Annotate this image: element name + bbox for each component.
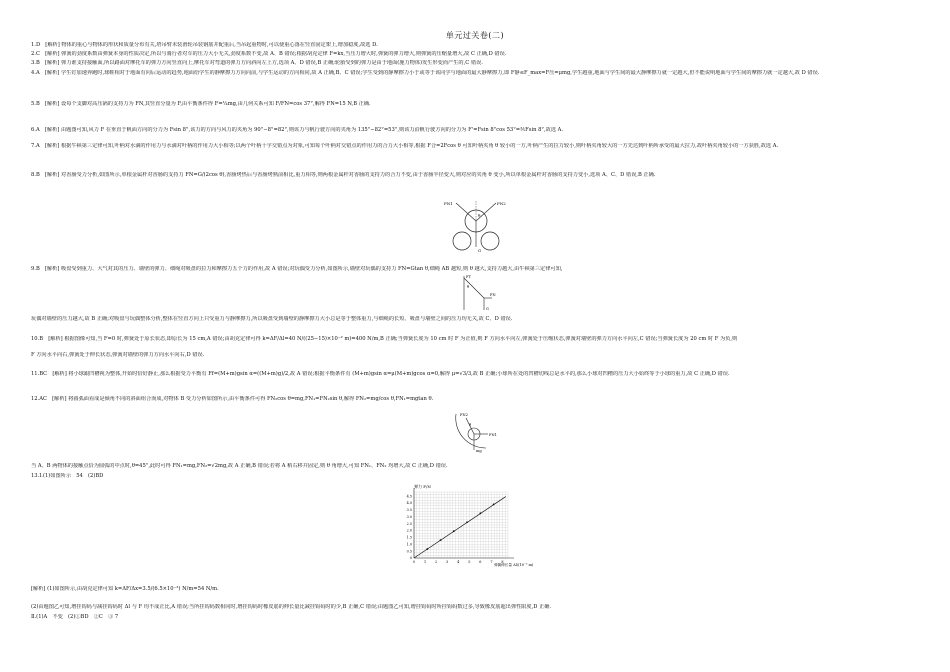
data-point [426,548,428,550]
x-tick-label: 3 [446,560,449,564]
answer-13-analysis: [解析] (1)如图所示,由胡克定律可知 k=ΔF/Δx=3.5/(6.5×10⁻²) N/m=54 N/m. [31,586,219,592]
y-tick-label: 0.5 [406,549,412,554]
y-tick-label: 2.0 [406,528,412,533]
data-point [493,503,495,505]
fig9-label-fn: FN [490,293,496,297]
answer-12-cont: 当 A、B 两物体的接触点恰为圆弧的中点时,θ=45°,此时可得 FN₁=mg,FN₂=√2mg,故 A 正确,B 错误;若将 A 稍右移并固定,则 θ 角增大,可知 FN₁、FN₂ 均增大,故 C 正确,D 错误. [31,463,448,469]
answer-7: 7.A [解析] 根据牛顿第三定律可知,叶柄对水滴的作用力与水滴对叶柄的作用力大小相等;以两个叶柄十字交错点为对象,可知每个叶柄对交错点的作用力的合力大小相等,根据 F合=2Fcos θ 可知叶柄夹角 θ 较小的一方,叶柄产生的拉力较小,则叶柄夹角较大的一方先达到叶柄所承受的最大拉力,故叶柄夹角较小的一方获胜,故选 A. [31,143,779,149]
arc-surface [456,414,486,448]
fn2-arrow [476,203,496,221]
answer-1: 1.D [解析] 物体的重心与物体的形状和质量分布有关,塔吊臂未装滑轮吊装钢筋并配重后,当吊起重物时,可以使重心落在竖直固定架上,增加稳度,故选 D. [31,42,378,48]
answer-13-part-ii: Ⅱ.(1)A 不变 (2)①BD ②C ③ 7 [31,614,119,620]
fig12-label-fn2: FN2 [460,413,468,417]
fig8-label-theta: θ [478,213,481,218]
answer-10: 10.B [解析] 根据图像可知,当 F=0 时,弹簧处于原长状态,即原长为 15 cm,A 错误;由胡克定律可得 k=ΔF/Δl=40 N/((25−15)×10⁻² m)=400 N/m,B 正确;当弹簧长度为 10 cm 时 F 为正值,则 F 方向水平向左,弹簧处于压缩状态,弹簧对墙壁的弹力方向水平向左,C 错误;当弹簧长度为 20 cm 时 F 为负,则 [31,336,738,342]
answer-3: 3.B [解析] 弹力谁支持接触面,所以路面对摩托车的弹力方向竖直向上,摩托车对弯道的弹力方向斜向左上方,选项 A、D 错误,B 正确;轮胎受到的弹力是由于地面(施力物体)发生形变而产生的,C 错误. [31,60,483,66]
answer-8: 8.B [解析] 对香肠受力分析,如图所示,单根金属杆对香肠的支持力 FN=G/(2cos θ),香肠烤热后与香肠烤熟前相比,重力相等,则两根金属杆对香肠的支持力的合力不变,由于香肠半径变大,则对应的夹角 θ 变小,所以单根金属杆对香肠的支持力变小,选项 A、C、D 错误,B 正确. [31,172,656,178]
y-tick-label: 4.5 [406,494,412,499]
page-title: 单元过关卷(二) [445,31,505,40]
sausage-force-diagram [440,197,512,265]
fig9-label-theta: θ [467,285,470,289]
chart-y-axis-label: 弹力 F/N [414,484,431,489]
fn1-arrow [456,203,476,221]
data-point [440,539,442,541]
answer-13-part2: (2)由题图乙可知,增挂钩码与减挂钩码时 Δl 与 F 均不成正比,A 错误;当所挂钩码数相同时,增挂钩码时橡皮筋的伸长量比减挂钩码时的少,B 正确,C 错误;由题图乙可知,增挂钩码时所挂钩码数过多,导致橡皮筋超出弹性限度,D 正确. [31,604,552,610]
rod-left-circle [453,232,471,250]
fig9-label-ft: FT [466,275,471,279]
y-tick-label: 4.0 [406,501,412,506]
chart-grid [414,492,508,558]
x-tick-label: 1 [423,560,427,564]
x-tick-label: 6 [479,560,482,564]
y-tick-label: 3.0 [406,514,412,519]
y-tick-label: 3.5 [406,508,412,513]
data-point [479,512,481,514]
answer-11: 11.BC [解析] 将小球跟凹槽视为整体,开始时恰好静止,那么根据受力平衡有 Ff=(M+m)gsin α=((M+m)g)/2,故 A 错误;根据平衡条件有 (M+m)gsin α=μ(M+m)gcos α=0,解得 μ=√3/3,故 B 正确;小球所在处的凹槽切线总是水平的,那么小球对凹槽的压力大小始终等于小球的重力,故 C 正确,D 错误. [31,371,730,377]
fig8-label-fn2: FN2 [497,201,506,206]
x-tick-label: 0 [412,560,416,564]
y-tick-label: 1.0 [406,542,412,547]
answer-5: 5.B [解析] 设每个支脚对高压锅的支持力为 FN,其竖直分量为 F,由平衡条件得 F=¼mg,由几何关系可知 F/FN=cos 37°,解得 FN=15 N,B 正确. [31,101,371,107]
answer-4: 4.A [解析] 学生钉加速奔跑时,球鞋相对于地面有向后运动的趋势,地面给学生的静摩擦力方向向前,与学生运动的方向相同,故 A 正确,B、C 错误;学生受到的静摩擦力小于或等于该同学与地面的最大静摩擦力,即 F静≤F_max=F压=μmg,学生越重,地面与学生间的最大静摩擦力就一定越大,但不能说明地面与学生间的摩擦力就一定越大,故 D 错误. [31,70,820,76]
answer-2: 2.C [解析] 弹簧的劲度系数由弹簧本身的性质决定,所以与骑行者对车的压力大小无关,劲度系数不变,故 A、B 错误;根据胡克定律 F=kx,当压力增大时,弹簧的弹力增大,则弹簧的压缩量增大,故 C 正确,D 错误. [31,51,507,57]
data-point [466,521,468,523]
fig12-label-theta: θ [469,423,472,427]
y-tick-label: 2.5 [406,521,412,526]
x-tick-label: 8 [501,560,504,564]
answer-9: 9.B [解析] 吸盘受到重力、大气对其的压力、墙壁的弹力、细绳对吸盘的拉力和摩擦力五个力的作用,故 A 错误;对玩偶受力分析,如图所示,墙壁对玩偶的支持力 FN=Gtan θ,细绳 AB 越短,则 θ 越大,支持力越大,由牛顿第三定律可知, [31,266,563,272]
fig12-label-mg: mg [476,449,482,453]
answer-12: 12.AC [解析] 将圆弧面看成是倾角不同的斜面组合而成,对物体 B 受力分析如图所示,由平衡条件可得 FN₂cos θ=mg,FN₁=FN₂sin θ,解得 FN₂=mg/cos θ,FN₁=mgtan θ. [31,396,434,402]
x-tick-label: 2 [435,560,438,564]
chart-x-axis-label: 弹簧伸长量 Δl/(10⁻² m) [494,563,534,567]
y-tick-label: 0 [409,556,412,561]
doll-force-diagram [458,274,498,314]
fig8-label-fn1: FN1 [444,201,453,206]
answer-6: 6.A [解析] 由题图可知,风力 F 在垂直于帆面方向的分力为 Fsin 8°,该力的方向与风力的夹角为 90°−8°=82°,则该力与帆行驶方向的夹角为 135°−82°=53°,则该力沿帆行驶方向的分力为 F'=Fsin 8°cos 53°=⅗Fsin 8°,故选 A. [31,127,564,133]
y-tick-label: 1.5 [406,535,412,540]
fig12-label-fn1: FN1 [489,433,497,437]
rod-right-circle [481,232,499,250]
fig8-label-g: G [478,248,482,253]
answer-10-cont: F 方向水平向右,弹簧处于伸长状态,弹簧对墙壁的弹力方向水平向右,D 错误. [31,352,205,358]
data-point [453,530,455,532]
x-tick-label: 4 [457,560,460,564]
x-tick-label: 5 [468,560,471,564]
fig9-label-g: G [486,307,489,311]
answer-13: 13.Ⅰ.(1)如图所示 54 (2)BD [31,473,104,479]
x-tick-label: 7 [490,560,493,564]
spring-force-chart [398,482,538,574]
answer-9-cont: 玩偶对墙壁的压力越大,故 B 正确;对吸盘与玩偶整体分析,整体在竖直方向上只受重力与静摩擦力,所以吸盘受到墙壁的静摩擦力大小总是等于整体重力,与细绳的长短、吸盘与墙壁之间的压力均无关,故 C、D 错误. [31,316,513,322]
arc-force-diagram [452,408,502,460]
